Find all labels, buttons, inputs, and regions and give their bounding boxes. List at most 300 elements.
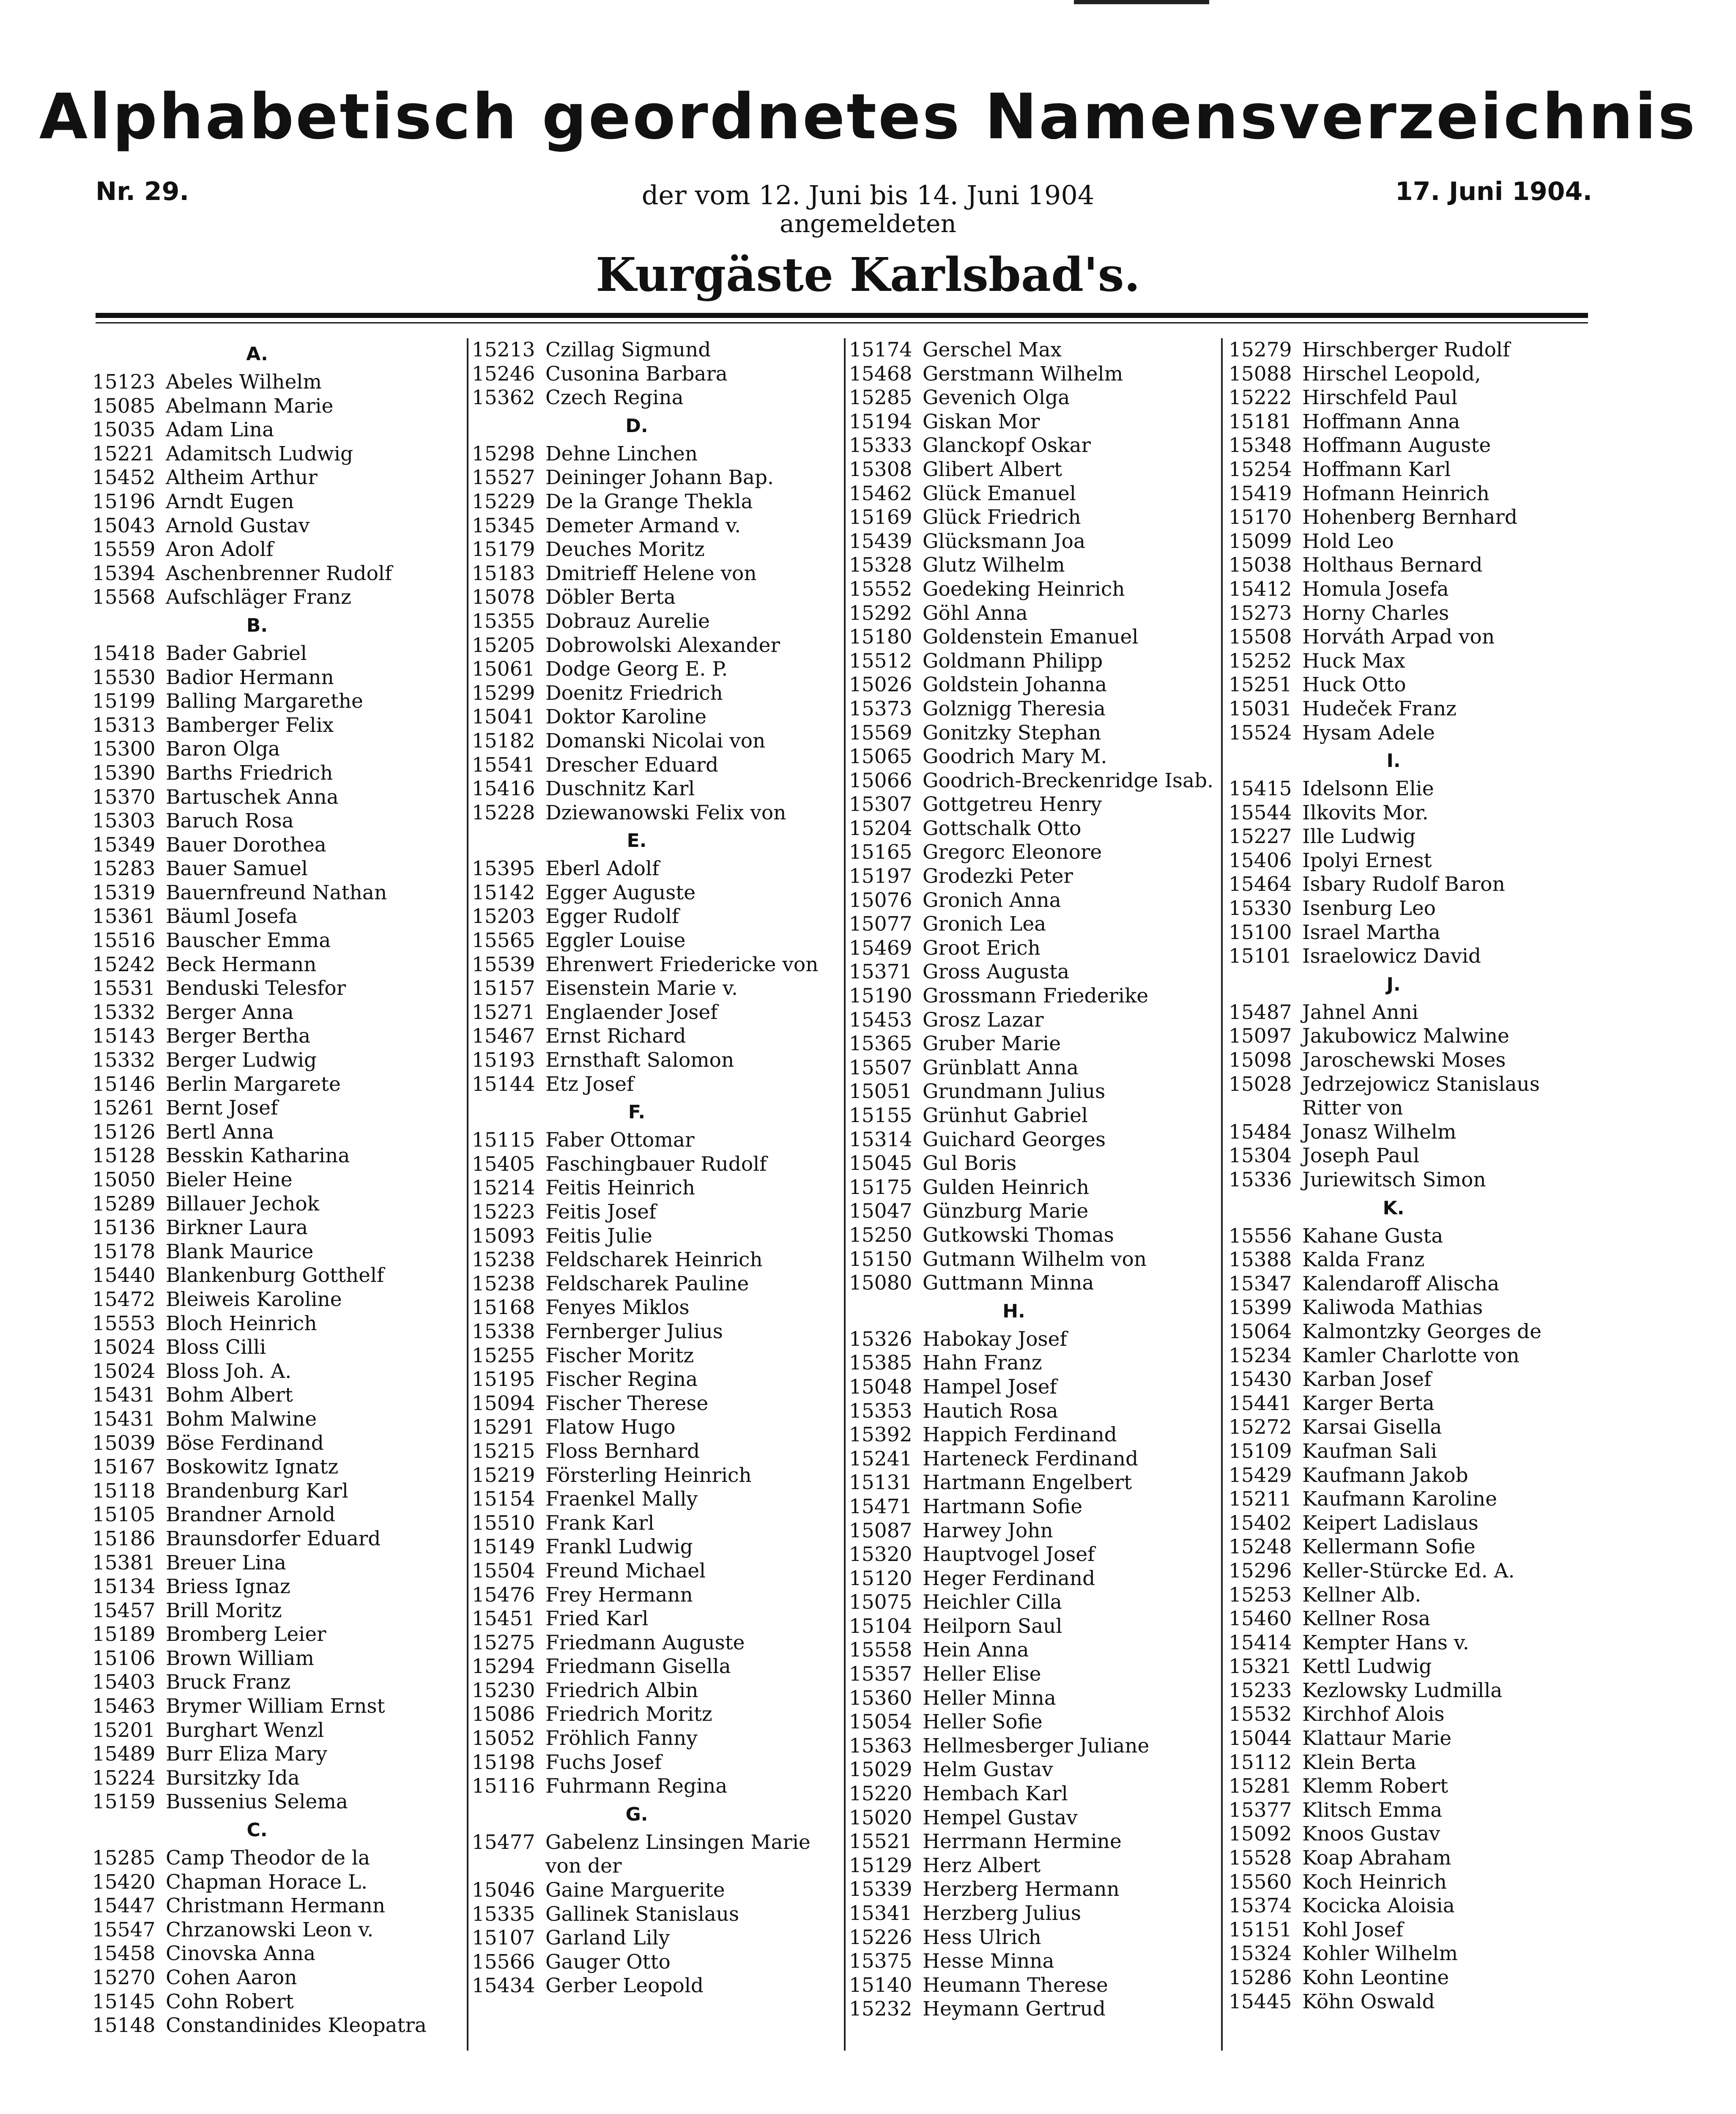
guest-name: Eisenstein Marie v. [545, 977, 738, 1000]
list-item [849, 912, 1208, 937]
guest-number: 15362 [472, 386, 535, 410]
list-item [849, 889, 1208, 913]
list-item [472, 1320, 831, 1344]
guest-name: Arndt Eugen [166, 490, 294, 513]
list-item [1229, 1918, 1588, 1942]
guest-name: Bruck Franz [166, 1670, 291, 1694]
guest-name: Gruber Marie [923, 1032, 1061, 1056]
guest-number: 15385 [849, 1351, 912, 1375]
list-item [1229, 1870, 1588, 1895]
guest-name: Hampel Josef [923, 1375, 1057, 1399]
guest-name: Hartmann Sofie [923, 1495, 1083, 1518]
list-item [92, 737, 452, 761]
guest-name: Fenyes Miklos [545, 1296, 690, 1320]
guest-number: 15395 [472, 857, 535, 881]
list-item [1229, 1144, 1588, 1168]
guest-number: 15286 [1229, 1966, 1292, 1989]
list-item [1229, 1607, 1588, 1631]
guest-number: 15527 [472, 466, 535, 490]
guest-number: 15403 [92, 1670, 156, 1694]
guest-number: 15150 [849, 1247, 912, 1271]
list-item [92, 586, 452, 610]
guest-number: 15332 [92, 1049, 156, 1072]
guest-name: Golznigg Theresia [923, 697, 1106, 720]
list-item [92, 761, 452, 786]
guest-name: Gulden Heinrich [923, 1175, 1090, 1199]
list-item [1229, 386, 1588, 410]
guest-name: Grünblatt Anna [923, 1056, 1079, 1079]
list-item [472, 1583, 831, 1607]
guest-number: 15336 [1229, 1168, 1292, 1191]
guest-name: Koap Abraham [1302, 1846, 1451, 1870]
section-letter: A. [246, 343, 268, 365]
guest-number: 15094 [472, 1391, 535, 1415]
guest-number: 15524 [1229, 721, 1292, 745]
guest-name: Egger Rudolf [545, 905, 679, 928]
guest-name: Bromberg Leier [166, 1623, 326, 1646]
guest-number: 15467 [472, 1024, 535, 1048]
guest-name: Grünhut Gabriel [923, 1104, 1088, 1127]
list-item [472, 466, 831, 490]
guest-number: 15531 [92, 977, 156, 1000]
guest-number: 15441 [1229, 1391, 1292, 1415]
guest-number: 15100 [1229, 920, 1292, 944]
guest-name: Drescher Eduard [545, 753, 719, 777]
guest-name: Hoffmann Auguste [1302, 434, 1491, 457]
guest-number: 15248 [1229, 1535, 1292, 1559]
guest-name: Giskan Mor [923, 410, 1040, 433]
list-item [472, 705, 831, 729]
guest-number: 15324 [1229, 1942, 1292, 1966]
guest-name: Fried Karl [545, 1607, 649, 1631]
list-item [849, 1830, 1208, 1854]
guest-name: Bussenius Selema [166, 1790, 348, 1814]
guest-number: 15469 [849, 936, 912, 960]
guest-number: 15377 [1229, 1798, 1292, 1822]
guest-name: Bloss Cilli [166, 1336, 266, 1359]
guest-name: Harteneck Ferdinand [923, 1447, 1139, 1470]
guest-number: 15182 [472, 729, 535, 753]
list-item [849, 553, 1208, 578]
guest-number: 15313 [92, 713, 156, 737]
list-item [472, 881, 831, 905]
list-item [92, 514, 452, 538]
guest-name: Klemm Robert [1302, 1774, 1448, 1798]
list-item [472, 905, 831, 929]
guest-name: Glück Emanuel [923, 482, 1076, 505]
guest-name: Abeles Wilhelm [166, 370, 322, 394]
list-item [849, 1248, 1208, 1272]
guest-name: Heichler Cilla [923, 1591, 1062, 1614]
guest-name: Helm Gustav [923, 1758, 1053, 1782]
guest-number: 15405 [472, 1152, 535, 1176]
list-item [92, 1240, 452, 1264]
guest-number: 15415 [1229, 777, 1292, 801]
guest-name: Gronich Anna [923, 888, 1061, 912]
list-item [1229, 1344, 1588, 1368]
guest-name: Gonitzky Stephan [923, 721, 1101, 745]
guest-name: Feldscharek Heinrich [545, 1248, 763, 1272]
guest-number: 15464 [1229, 873, 1292, 896]
list-item [472, 777, 831, 801]
guest-name: Demeter Armand v. [545, 514, 741, 537]
guest-name: Gerber Leopold [545, 1974, 704, 1998]
guest-number: 15065 [849, 745, 912, 769]
guest-name: Hohenberg Bernhard [1302, 506, 1517, 529]
list-item [472, 977, 831, 1001]
list-item [849, 458, 1208, 482]
guest-number: 15178 [92, 1240, 156, 1263]
guest-name: Gregorc Eleonore [923, 841, 1102, 864]
list-item [849, 1902, 1208, 1926]
list-item [849, 721, 1208, 745]
guest-name: Heller Minna [923, 1686, 1056, 1710]
list-item [92, 1073, 452, 1097]
guest-number: 15510 [472, 1511, 535, 1535]
list-item [1229, 1583, 1588, 1607]
guest-number: 15521 [849, 1830, 912, 1854]
guest-number: 15088 [1229, 362, 1292, 386]
guest-name: Heumann Therese [923, 1973, 1108, 1997]
guest-name: Dodge Georg E. P. [545, 657, 728, 681]
guest-name: Ilkovits Mor. [1302, 801, 1429, 824]
guest-name: Groot Erich [923, 936, 1041, 960]
guest-name: Feldscharek Pauline [545, 1272, 749, 1295]
guest-name: Kellner Rosa [1302, 1607, 1431, 1631]
guest-name: Hesse Minna [923, 1950, 1054, 1973]
list-item [472, 1487, 831, 1512]
guest-name: Horváth Arpad von [1302, 625, 1495, 649]
guest-name: Israelowicz David [1302, 945, 1481, 968]
list-item [1229, 338, 1588, 362]
guest-name: Försterling Heinrich [545, 1463, 752, 1487]
guest-number: 15052 [472, 1727, 535, 1750]
guest-name: De la Grange Thekla [545, 490, 753, 513]
list-item [1229, 1799, 1588, 1823]
guest-name: Kahane Gusta [1302, 1224, 1443, 1248]
guest-number: 15355 [472, 609, 535, 633]
guest-number: 15414 [1229, 1631, 1292, 1654]
guest-name: Günzburg Marie [923, 1199, 1089, 1223]
list-item [1229, 1631, 1588, 1655]
guest-number: 15050 [92, 1168, 156, 1191]
guest-number: 15420 [92, 1870, 156, 1894]
guest-number: 15028 [1229, 1072, 1292, 1096]
guest-name: Brandenburg Karl [166, 1479, 348, 1503]
guest-number: 15283 [92, 857, 156, 881]
guest-name: Goldenstein Emanuel [923, 625, 1139, 649]
guest-number: 15489 [92, 1742, 156, 1766]
list-item [849, 1104, 1208, 1128]
list-item [92, 1575, 452, 1599]
guest-number: 15544 [1229, 801, 1292, 824]
list-item [1229, 1727, 1588, 1751]
list-item [849, 673, 1208, 697]
list-item [1229, 482, 1588, 506]
list-item [92, 1942, 452, 1966]
list-item [849, 1638, 1208, 1662]
guest-number: 15360 [849, 1686, 912, 1710]
guest-number: 15201 [92, 1718, 156, 1742]
guest-name: Gul Boris [923, 1152, 1017, 1175]
list-item [1229, 1990, 1588, 2014]
list-item [472, 1559, 831, 1583]
guest-number: 15167 [92, 1455, 156, 1479]
guest-number: 15196 [92, 490, 156, 513]
list-item [1229, 1822, 1588, 1846]
list-item [849, 1806, 1208, 1830]
guest-name: Berger Bertha [166, 1024, 311, 1048]
guest-name: Kohl Josef [1302, 1918, 1403, 1941]
guest-number: 15388 [1229, 1248, 1292, 1272]
list-item [1229, 1120, 1588, 1145]
list-item [849, 530, 1208, 554]
guest-number: 15347 [1229, 1272, 1292, 1295]
list-item [1229, 721, 1588, 745]
guest-name: Keller-Stürcke Ed. A. [1302, 1559, 1515, 1583]
guest-name: Kalendaroff Alischa [1302, 1272, 1500, 1295]
guest-name: Gross Augusta [923, 960, 1070, 984]
list-item [1229, 1296, 1588, 1320]
guest-name: Kellner Alb. [1302, 1583, 1421, 1607]
guest-number: 15431 [92, 1383, 156, 1407]
list-item [92, 1766, 452, 1791]
guest-number: 15416 [472, 777, 535, 801]
list-item [472, 442, 831, 466]
guest-number: 15556 [1229, 1224, 1292, 1248]
guest-name: Kaufmann Karoline [1302, 1487, 1497, 1511]
guest-number: 15226 [849, 1925, 912, 1949]
guest-name: Heymann Gertrud [923, 1997, 1106, 2021]
guest-number: 15197 [849, 865, 912, 888]
guest-name: Gevenich Olga [923, 386, 1070, 410]
guest-name: Altheim Arthur [166, 466, 318, 490]
list-item [1229, 649, 1588, 674]
guest-name: Bader Gabriel [166, 641, 307, 665]
guest-name: Gottgetreu Henry [923, 793, 1102, 816]
guest-name: Goedeking Heinrich [923, 577, 1125, 601]
guest-number: 15144 [472, 1072, 535, 1096]
guest-number: 15252 [1229, 649, 1292, 673]
list-item [472, 1727, 831, 1751]
list-item [472, 1049, 831, 1073]
guest-number: 15300 [92, 737, 156, 761]
guest-number: 15279 [1229, 338, 1292, 361]
list-item [849, 1591, 1208, 1615]
guest-name: Barths Friedrich [166, 761, 333, 785]
guest-number: 15126 [92, 1120, 156, 1144]
guest-name: Bauscher Emma [166, 929, 331, 953]
guest-number: 15076 [849, 888, 912, 912]
guest-number: 15285 [849, 386, 912, 410]
guest-name: Christmann Hermann [166, 1894, 386, 1918]
guest-name: Hahn Franz [923, 1351, 1042, 1375]
guest-number: 15165 [849, 841, 912, 864]
guest-name: Friedrich Albin [545, 1679, 698, 1702]
list-item [92, 1551, 452, 1575]
guest-number: 15097 [1229, 1024, 1292, 1048]
guest-name: Kaliwoda Mathias [1302, 1296, 1483, 1320]
list-item [1229, 921, 1588, 945]
guest-number: 15051 [849, 1080, 912, 1104]
guest-name: Bauer Dorothea [166, 833, 326, 857]
guest-number: 15154 [472, 1487, 535, 1511]
guest-number: 15419 [1229, 482, 1292, 505]
guest-name: Friedrich Moritz [545, 1703, 712, 1726]
guest-number: 15123 [92, 370, 156, 394]
guest-number: 15105 [92, 1503, 156, 1527]
guest-name: Hauptvogel Josef [923, 1543, 1095, 1566]
guest-name: Baruch Rosa [166, 809, 294, 833]
guest-name: Bauernfreund Nathan [166, 881, 387, 904]
list-item [849, 1224, 1208, 1248]
guest-name: Jahnel Anni [1302, 1000, 1418, 1024]
list-item [1229, 1272, 1588, 1296]
guest-name: Bamberger Felix [166, 713, 334, 737]
guest-number: 15335 [472, 1902, 535, 1926]
guest-number: 15048 [849, 1375, 912, 1399]
guest-name: Isbary Rudolf Baron [1302, 873, 1505, 896]
list-item [472, 1024, 831, 1049]
guest-number: 15298 [472, 442, 535, 466]
guest-name: Frey Hermann [545, 1583, 693, 1607]
list-item [1229, 1894, 1588, 1918]
guest-name: Blank Maurice [166, 1240, 314, 1263]
list-item [92, 953, 452, 977]
guest-number: 15303 [92, 809, 156, 833]
list-item [849, 1782, 1208, 1806]
list-item [849, 578, 1208, 602]
list-item [849, 1854, 1208, 1878]
guest-number: 15029 [849, 1758, 912, 1782]
guest-number: 15463 [92, 1695, 156, 1718]
guest-number: 15054 [849, 1710, 912, 1734]
list-item [92, 1790, 452, 1814]
guest-number: 15205 [472, 633, 535, 657]
guest-name: Homula Josefa [1302, 577, 1449, 601]
guest-name: Huck Otto [1302, 673, 1406, 697]
section-letter: B. [246, 614, 268, 636]
list-item [92, 1846, 452, 1870]
list-item [849, 1615, 1208, 1639]
guest-number: 15044 [1229, 1727, 1292, 1750]
guest-name: Klitsch Emma [1302, 1798, 1443, 1822]
guest-number: 15183 [472, 561, 535, 585]
guest-number: 15046 [472, 1879, 535, 1902]
guest-number: 15199 [92, 690, 156, 713]
list-item [92, 1264, 452, 1288]
guest-name: Dziewanowski Felix von [545, 801, 786, 824]
list-item [472, 1607, 831, 1631]
guest-number: 15321 [1229, 1655, 1292, 1679]
guest-name: Glücksmann Joa [923, 529, 1085, 553]
list-item [849, 625, 1208, 649]
guest-number: 15308 [849, 457, 912, 481]
guest-name: Glibert Albert [923, 457, 1062, 481]
guest-name: Gronich Lea [923, 912, 1046, 936]
guest-number: 15314 [849, 1128, 912, 1151]
list-item [472, 953, 831, 977]
guest-number: 15468 [849, 362, 912, 386]
guest-name: Friedmann Gisella [545, 1655, 731, 1679]
list-item [472, 1176, 831, 1200]
guest-name: Berger Ludwig [166, 1049, 317, 1072]
guest-number: 15230 [472, 1679, 535, 1702]
list-item [472, 929, 831, 953]
list-item [472, 1272, 831, 1296]
guest-name: Fischer Therese [545, 1391, 709, 1415]
guest-number: 15504 [472, 1559, 535, 1583]
guest-name: Fuchs Josef [545, 1750, 662, 1774]
guest-number: 15338 [472, 1320, 535, 1343]
list-item [92, 642, 452, 666]
list-item [849, 793, 1208, 817]
guest-name: Friedmann Auguste [545, 1631, 745, 1654]
list-item [472, 1879, 831, 1903]
list-item [472, 386, 831, 410]
list-item [849, 745, 1208, 769]
guest-number: 15112 [1229, 1750, 1292, 1774]
guest-name: Hembach Karl [923, 1782, 1068, 1806]
guest-number: 15349 [92, 833, 156, 857]
guest-name: Bohm Albert [166, 1383, 293, 1407]
guest-name: Balling Margarethe [166, 690, 363, 713]
list-item [92, 1001, 452, 1025]
guest-number: 15115 [472, 1128, 535, 1152]
guest-number: 15406 [1229, 849, 1292, 872]
guest-number: 15092 [1229, 1822, 1292, 1846]
guest-name: Goodrich Mary M. [923, 745, 1107, 769]
guest-number: 15229 [472, 490, 535, 513]
list-item [92, 1719, 452, 1743]
guest-number: 15553 [92, 1312, 156, 1335]
guest-name: Briess Ignaz [166, 1575, 290, 1599]
guest-number: 15047 [849, 1199, 912, 1223]
guest-name: Bohm Malwine [166, 1407, 317, 1431]
list-item [92, 1870, 452, 1895]
guest-name: Bartuschek Anna [166, 785, 339, 809]
guest-name: Duschnitz Karl [545, 777, 695, 801]
guest-name: Gaine Marguerite [545, 1879, 725, 1902]
guest-number: 15086 [472, 1703, 535, 1726]
guest-number: 15136 [92, 1216, 156, 1240]
list-item [472, 490, 831, 514]
guest-number: 15180 [849, 625, 912, 649]
list-item [1229, 602, 1588, 626]
guest-number: 15399 [1229, 1296, 1292, 1320]
guest-name: Jaroschewski Moses [1302, 1049, 1506, 1072]
guest-number: 15373 [849, 697, 912, 720]
guest-number: 15569 [849, 721, 912, 745]
guest-name: Fischer Moritz [545, 1344, 694, 1367]
header-rule-thick [96, 313, 1588, 318]
guest-name: Hirschberger Rudolf [1302, 338, 1510, 361]
guest-name: Ille Ludwig [1302, 825, 1416, 849]
list-item [92, 809, 452, 833]
guest-name: Fernberger Julius [545, 1320, 723, 1343]
guest-name: Klattaur Marie [1302, 1727, 1452, 1750]
guest-number: 15365 [849, 1032, 912, 1056]
list-item [472, 1296, 831, 1320]
guest-name: Berger Anna [166, 1000, 294, 1024]
guest-name: Jedrzejowicz Stanislaus [1302, 1072, 1540, 1096]
list-item [92, 490, 452, 514]
list-item [92, 929, 452, 953]
list-item [92, 1120, 452, 1145]
guest-number: 15149 [472, 1535, 535, 1559]
guest-name: Cohen Aaron [166, 1966, 297, 1989]
guest-number: 15375 [849, 1950, 912, 1973]
